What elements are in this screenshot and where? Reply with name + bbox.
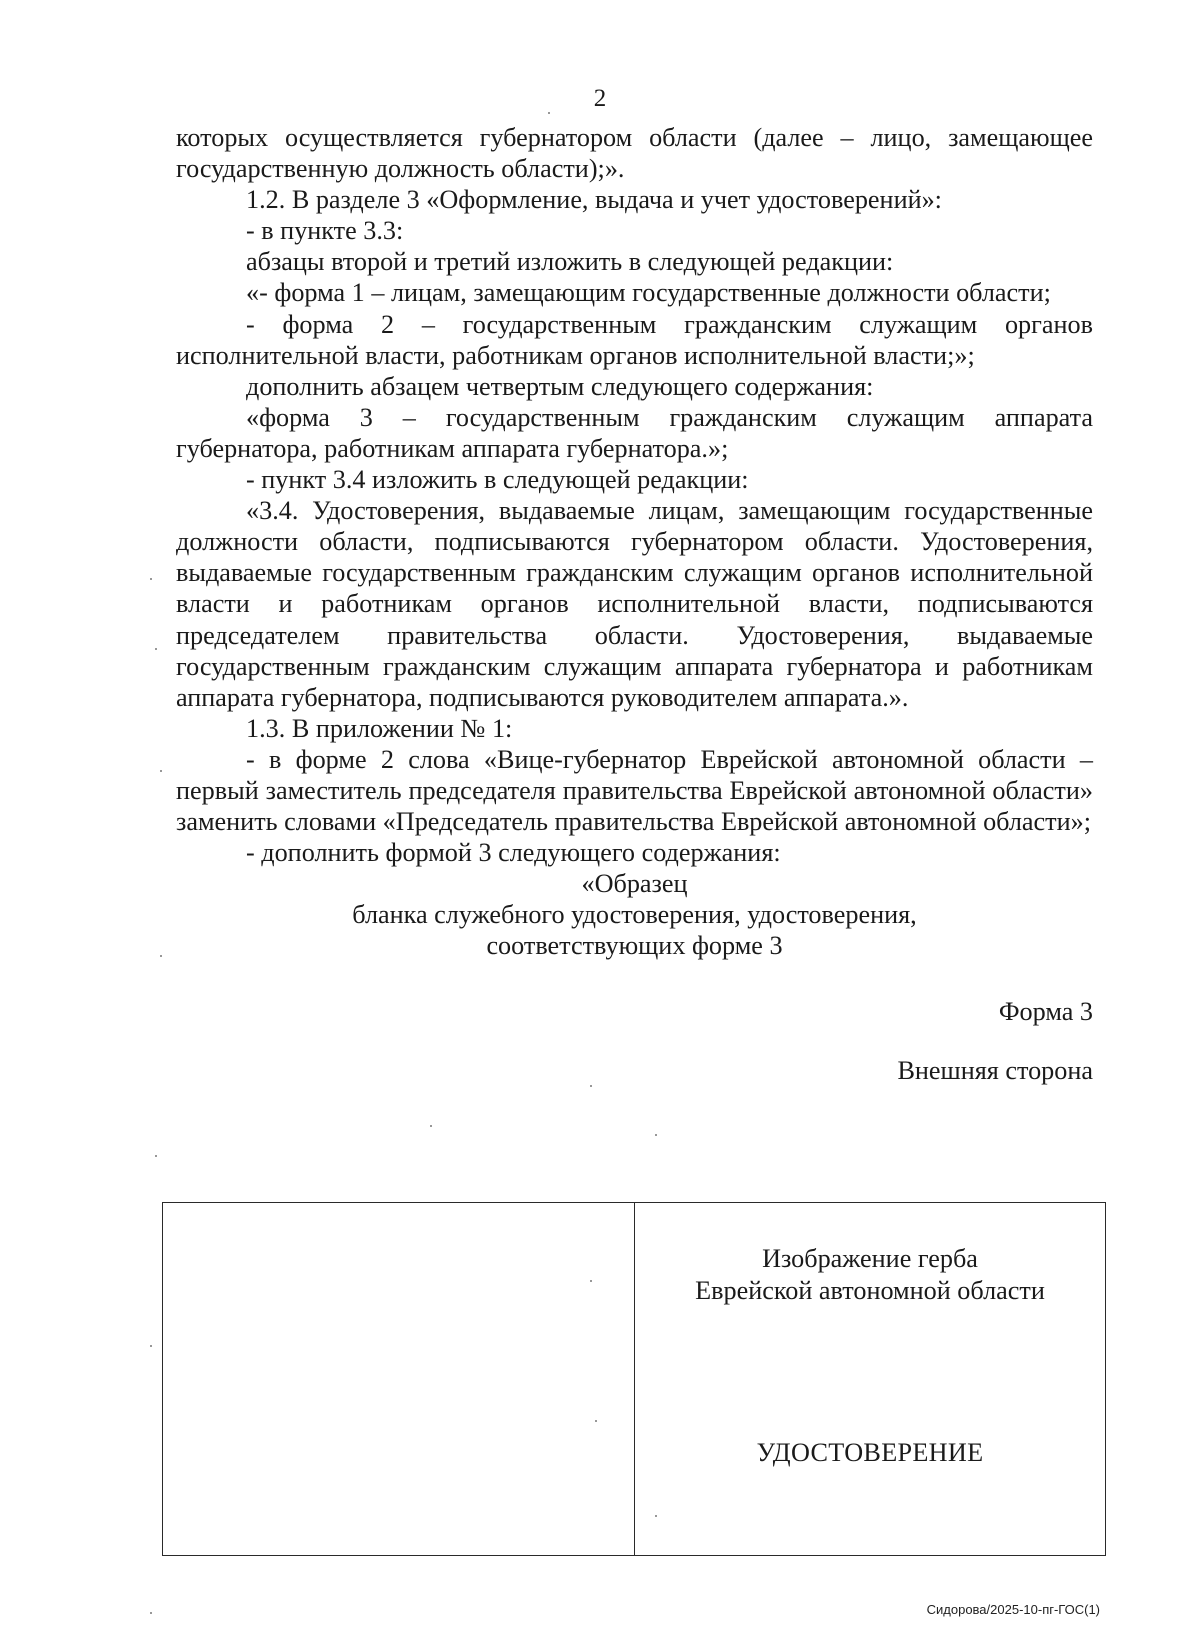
paragraph: - форма 2 – государственным гражданским служащим органов исполнительной власти, работникам органов исполнительной власти;»; [176,309,1093,370]
sample-heading-line: соответствующих форме 3 [486,931,783,961]
paragraph: 1.2. В разделе 3 «Оформление, выдача и учет удостоверений»: [246,185,942,215]
scan-speck [155,1155,157,1157]
scan-speck [160,955,162,957]
scan-speck [590,1085,592,1087]
paragraph: «3.4. Удостоверения, выдаваемые лицам, замещающим государственные должности области, подписываются губернатором области. Удостоверения, выдаваемые государственным гражданским служащим органов исполнительной власти и работникам органов исполнительной власти, подписываются председателем правительства области. Удостоверения, выдаваемые государственным гражданским служащим аппарата губернатора и работникам аппарата губернатора, подписываются руководителем аппарата.». [176,496,1093,712]
form-label: Форма 3 [998,996,1093,1026]
scan-speck [548,112,550,114]
document-body [176,122,1093,1086]
form-right-cell [635,1203,1105,1555]
paragraph: - дополнить формой 3 следующего содержания: [246,838,781,868]
spacer [176,962,1093,996]
paragraph: которых осуществляется губернатором области (далее – лицо, замещающее государственную должность области);». [176,123,1093,184]
paragraph: - пункт 3.4 изложить в следующей редакции: [246,465,749,495]
paragraph: «форма 3 – государственным гражданским служащим аппарата губернатора, работникам аппарата губернатора.»; [176,402,1093,463]
scan-speck [655,1134,657,1136]
scan-speck [595,1420,597,1422]
paragraph: - в пункте 3.3: [246,216,404,246]
side-label: Внешняя сторона [897,1055,1093,1085]
footer-document-code: Сидорова/2025-10-пг-ГОС(1) [926,1602,1100,1617]
paragraph: абзацы второй и третий изложить в следующей редакции: [246,247,894,277]
scan-speck [155,648,157,650]
scan-speck [160,770,162,772]
scan-speck [655,1515,657,1517]
paragraph: 1.3. В приложении № 1: [246,713,513,743]
paragraph: дополнить абзацем четвертым следующего содержания: [246,371,874,401]
emblem-caption-line: Изображение герба [762,1244,978,1273]
paragraph: - в форме 2 слова «Вице-губернатор Еврейской автономной области – первый заместитель председателя правительства Еврейской автономной области» заменить словами «Председатель правительства Еврейской автономной области»; [176,744,1093,837]
emblem-caption-line: Еврейской автономной области [695,1275,1045,1305]
form-left-cell [163,1203,635,1555]
paragraph: «- форма 1 – лицам, замещающим государственные должности области; [246,278,1051,308]
sample-heading-line: бланка служебного удостоверения, удостоверения, [352,900,917,930]
certificate-form-table [162,1202,1106,1556]
emblem-caption [635,1243,1105,1306]
scan-speck [590,1280,592,1282]
scan-speck [150,1345,152,1347]
spacer [176,1027,1093,1055]
scan-speck [150,578,152,580]
sample-heading-line: «Образец [581,869,688,899]
scan-speck [150,1612,152,1614]
scan-speck [430,1125,432,1127]
page-number: 2 [593,85,607,112]
certificate-title: УДОСТОВЕРЕНИЕ [756,1438,984,1467]
